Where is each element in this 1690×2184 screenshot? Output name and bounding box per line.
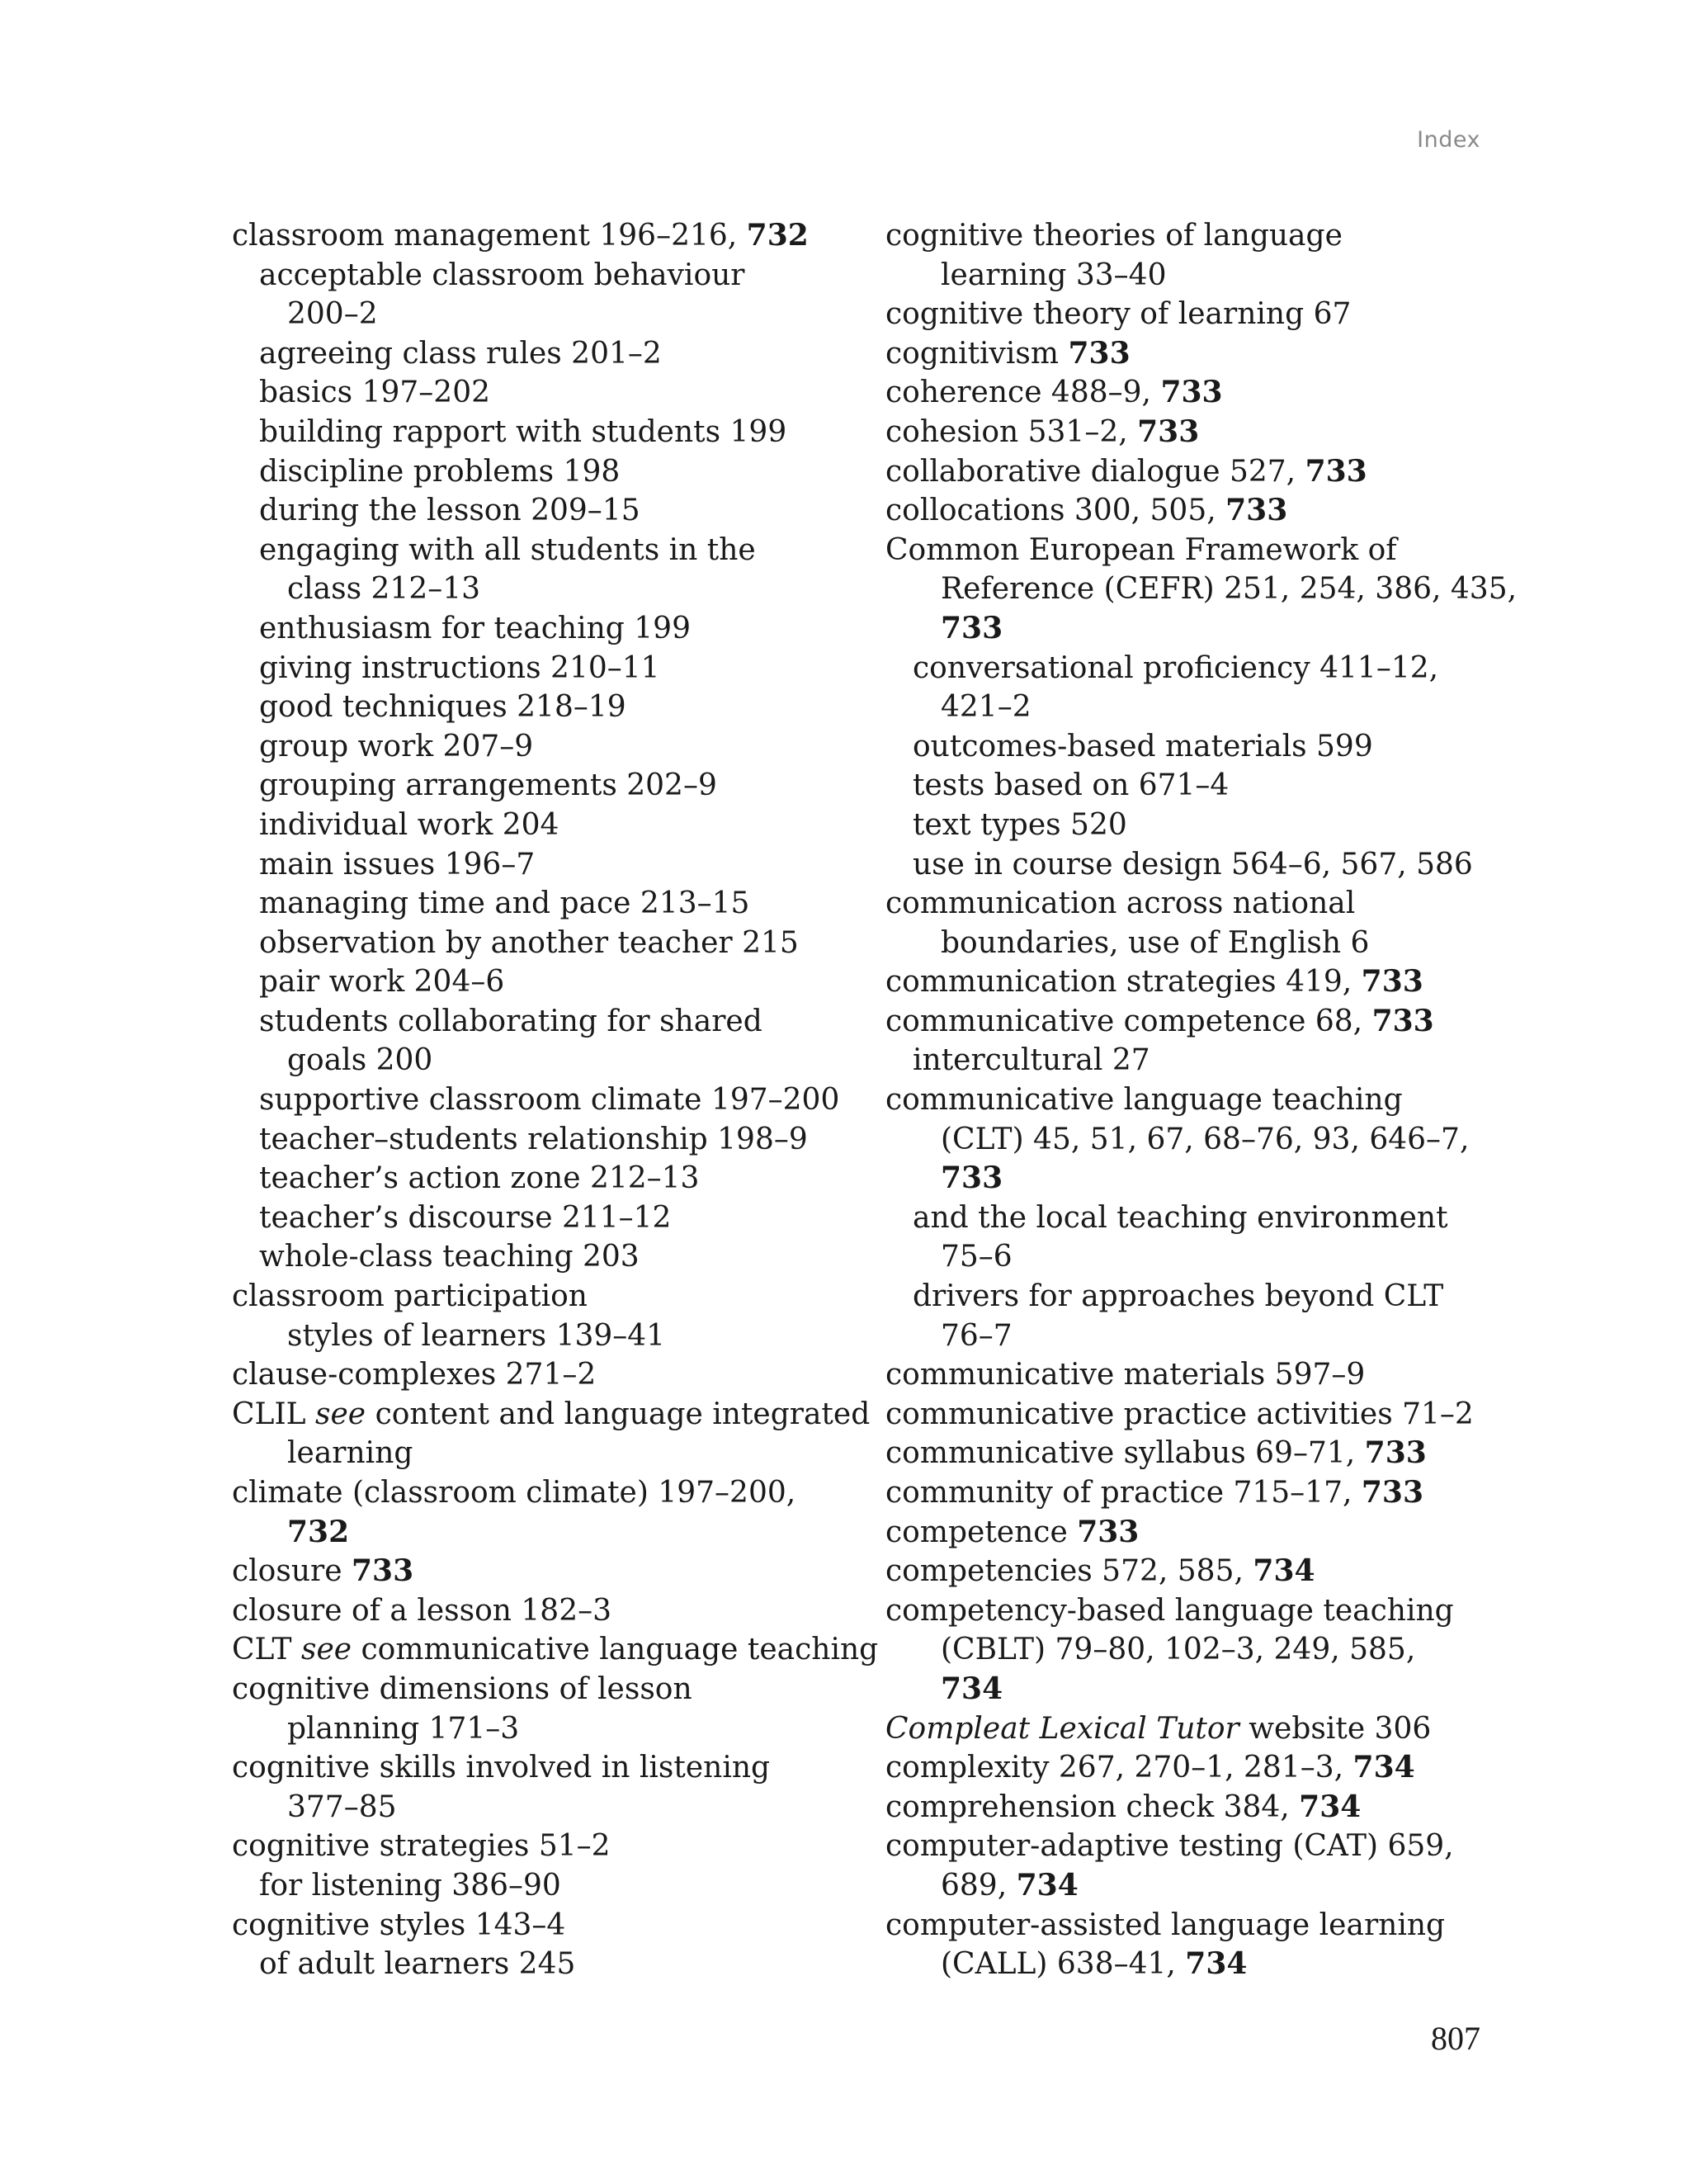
index-line [232, 1277, 859, 1317]
index-text: CLT [232, 1633, 301, 1667]
index-text-after: content and language integrated [366, 1397, 871, 1431]
index-text: cognitivism [885, 336, 1069, 371]
index-text: CLIL [232, 1397, 316, 1431]
index-line [232, 688, 859, 727]
index-text: cognitive skills involved in listening [232, 1751, 771, 1785]
index-text: class 212–13 [287, 572, 481, 607]
index-line [232, 1159, 859, 1198]
index-line [885, 1080, 1513, 1120]
index-text: discipline problems 198 [259, 454, 621, 489]
index-line [885, 1906, 1513, 1945]
index-text: community of practice 715–17, [885, 1476, 1362, 1510]
index-text: collocations 300, 505, [885, 494, 1226, 528]
index-text: agreeing class rules 201–2 [259, 336, 662, 371]
index-line [232, 845, 859, 885]
index-line [232, 491, 859, 531]
index-text: students collaborating for shared [259, 1004, 762, 1038]
index-page-bold: 734 [1352, 1750, 1415, 1785]
index-line [232, 924, 859, 963]
index-text: communicative materials 597–9 [885, 1358, 1366, 1392]
index-line [885, 924, 1513, 963]
index-text: competencies 572, 585, [885, 1554, 1253, 1589]
index-text: teacher–students relationship 198–9 [259, 1122, 808, 1156]
index-line [885, 1552, 1513, 1591]
index-page-bold: 733 [1225, 493, 1288, 528]
index-column-right [885, 216, 1518, 1984]
running-head: Index [1417, 127, 1480, 153]
index-line [885, 1277, 1513, 1317]
index-line [885, 1670, 1513, 1709]
index-text: cognitive dimensions of lesson [232, 1671, 692, 1706]
index-text: complexity 267, 270–1, 281–3, [885, 1751, 1353, 1785]
index-text: cognitive theory of learning 67 [885, 297, 1352, 332]
index-line [885, 649, 1513, 688]
index-italic: see [315, 1397, 366, 1431]
index-line [232, 1041, 859, 1080]
index-line [232, 766, 859, 806]
index-page-bold: 733 [1361, 1475, 1424, 1510]
index-line [885, 491, 1513, 531]
index-line [232, 1827, 859, 1866]
index-line [885, 1120, 1513, 1160]
index-text: communicative language teaching [885, 1083, 1403, 1118]
index-text: communicative competence 68, [885, 1004, 1372, 1038]
index-line [232, 649, 859, 688]
index-text: for listening 386–90 [259, 1868, 561, 1903]
index-line [232, 884, 859, 924]
index-text: cohesion 531–2, [885, 414, 1138, 449]
index-page-bold: 734 [1016, 1867, 1079, 1903]
index-page-bold: 734 [1299, 1789, 1362, 1824]
index-line [232, 609, 859, 649]
index-text: computer-assisted language learning [885, 1907, 1446, 1942]
index-line [885, 727, 1513, 767]
index-line [232, 1002, 859, 1042]
index-text: 75–6 [941, 1240, 1013, 1274]
index-line [232, 531, 859, 570]
index-text: tests based on 671–4 [913, 768, 1230, 803]
index-text: conversational proficiency 411–12, [913, 650, 1439, 685]
index-text: individual work 204 [259, 807, 559, 842]
index-text: computer-adaptive testing (CAT) 659, [885, 1829, 1454, 1864]
index-line [885, 531, 1513, 570]
index-text: competency-based language teaching [885, 1593, 1454, 1628]
index-text: building rapport with students 199 [259, 414, 787, 449]
index-line [885, 1159, 1513, 1198]
index-line [885, 1002, 1513, 1042]
index-line [885, 1866, 1513, 1906]
index-text: learning 33–40 [941, 258, 1167, 292]
index-text: communication strategies 419, [885, 965, 1362, 1000]
index-line [885, 413, 1513, 452]
index-text: teacher’s action zone 212–13 [259, 1161, 700, 1196]
index-text: managing time and pace 213–15 [259, 886, 750, 921]
index-line [232, 570, 859, 609]
index-line [885, 452, 1513, 492]
index-text: grouping arrangements 202–9 [259, 768, 717, 803]
index-text: cognitive styles 143–4 [232, 1907, 566, 1942]
index-line [232, 295, 859, 334]
index-line [232, 1473, 859, 1513]
index-text: during the lesson 209–15 [259, 494, 640, 528]
index-text: clause-complexes 271–2 [232, 1358, 597, 1392]
index-text: basics 197–202 [259, 376, 491, 410]
index-text: drivers for approaches beyond CLT [913, 1279, 1444, 1314]
index-line [232, 806, 859, 845]
index-text: enthusiasm for teaching 199 [259, 611, 691, 645]
index-page-bold: 734 [941, 1671, 1003, 1706]
index-line [232, 1237, 859, 1277]
index-italic: see [300, 1633, 352, 1667]
index-line [885, 1198, 1513, 1238]
index-line [885, 1709, 1513, 1749]
index-page-bold: 733 [1305, 453, 1367, 489]
index-line [232, 1591, 859, 1631]
index-text-after: website 306 [1239, 1711, 1432, 1746]
index-page-bold: 733 [941, 1161, 1003, 1196]
index-text: main issues 196–7 [259, 847, 536, 882]
index-line [232, 1788, 859, 1827]
index-text: pair work 204–6 [259, 965, 505, 1000]
index-line [885, 766, 1513, 806]
index-page-bold: 733 [941, 610, 1003, 645]
page-number: 807 [1431, 2020, 1480, 2057]
index-page-bold: 733 [1077, 1514, 1140, 1549]
index-page-bold: 733 [1137, 414, 1200, 449]
index-line [232, 1748, 859, 1788]
index-line [885, 884, 1513, 924]
index-text: learning [287, 1436, 413, 1471]
index-text: (CBLT) 79–80, 102–3, 249, 585, [941, 1633, 1416, 1667]
index-line [232, 334, 859, 374]
index-line [232, 413, 859, 452]
index-line [232, 1709, 859, 1749]
index-line [885, 1827, 1513, 1866]
index-italic: Compleat Lexical Tutor [885, 1711, 1239, 1746]
index-line [885, 1395, 1513, 1435]
index-line [885, 1041, 1513, 1080]
index-line [232, 1866, 859, 1906]
index-line [232, 1552, 859, 1591]
index-line [232, 1120, 859, 1160]
index-line [232, 452, 859, 492]
index-text: text types 520 [913, 807, 1127, 842]
index-line [232, 1945, 859, 1984]
index-text: styles of learners 139–41 [287, 1318, 666, 1353]
index-line [232, 1513, 859, 1553]
index-page-bold: 734 [1185, 1946, 1248, 1982]
index-line [232, 1906, 859, 1945]
index-line [885, 806, 1513, 845]
index-line [885, 1788, 1513, 1827]
index-line [885, 1591, 1513, 1631]
index-line [885, 1355, 1513, 1395]
index-text: outcomes-based materials 599 [913, 729, 1373, 763]
index-column-left [232, 216, 879, 1984]
index-line [232, 1434, 859, 1473]
index-text-after: communicative language teaching [352, 1633, 879, 1667]
index-line [232, 256, 859, 295]
index-text: Common European Framework of [885, 532, 1397, 567]
index-line [885, 334, 1513, 374]
index-text: 200–2 [287, 297, 378, 332]
index-line [885, 373, 1513, 413]
index-text: classroom management 196–216, [232, 219, 747, 253]
index-text: engaging with all students in the [259, 532, 756, 567]
index-line [885, 1317, 1513, 1356]
index-line [885, 1630, 1513, 1670]
index-line [885, 1434, 1513, 1473]
index-text: coherence 488–9, [885, 376, 1161, 410]
index-line [885, 609, 1513, 649]
index-page-bold: 733 [351, 1553, 414, 1589]
index-text: and the local teaching environment [913, 1200, 1448, 1235]
index-text: 689, [941, 1868, 1017, 1903]
index-text: communication across national [885, 886, 1356, 921]
index-text: (CLT) 45, 51, 67, 68–76, 93, 646–7, [941, 1122, 1470, 1156]
index-text: good techniques 218–19 [259, 690, 626, 725]
index-text: cognitive strategies 51–2 [232, 1829, 611, 1864]
index-page-bold: 732 [746, 218, 809, 253]
index-text: intercultural 27 [913, 1043, 1150, 1078]
index-line [885, 962, 1513, 1002]
index-line [232, 216, 859, 256]
index-line [232, 727, 859, 767]
index-text: acceptable classroom behaviour [259, 258, 745, 292]
index-line [885, 295, 1513, 334]
index-text: use in course design 564–6, 567, 586 [913, 847, 1473, 882]
index-text: comprehension check 384, [885, 1789, 1300, 1824]
index-line [232, 1355, 859, 1395]
index-page-bold: 733 [1068, 335, 1131, 371]
index-text: 377–85 [287, 1789, 397, 1824]
index-line [885, 1945, 1513, 1984]
index-page-bold: 733 [1160, 375, 1223, 410]
index-text: competence [885, 1515, 1078, 1549]
index-line [885, 570, 1518, 609]
index-text: closure of a lesson 182–3 [232, 1593, 612, 1628]
index-line [232, 373, 859, 413]
index-line [885, 1748, 1513, 1788]
index-text: supportive classroom climate 197–200 [259, 1083, 840, 1118]
index-text: teacher’s discourse 211–12 [259, 1200, 672, 1235]
index-text: climate (classroom climate) 197–200, [232, 1476, 796, 1510]
index-line [232, 1670, 859, 1709]
index-text: cognitive theories of language [885, 219, 1343, 253]
index-page-bold: 733 [1364, 1435, 1427, 1471]
index-line [232, 1317, 859, 1356]
index-page-bold: 732 [287, 1514, 350, 1549]
index-line [232, 1198, 859, 1238]
index-text: communicative practice activities 71–2 [885, 1397, 1474, 1431]
index-text: 76–7 [941, 1318, 1013, 1353]
index-text: whole-class teaching 203 [259, 1240, 640, 1274]
index-line [885, 1473, 1513, 1513]
index-line [232, 1080, 859, 1120]
index-text: of adult learners 245 [259, 1947, 576, 1982]
index-text: 421–2 [941, 690, 1031, 725]
index-text: Reference (CEFR) 251, 254, 386, 435, [941, 572, 1518, 607]
index-line [885, 256, 1513, 295]
index-text: collaborative dialogue 527, [885, 454, 1305, 489]
index-line [232, 1630, 879, 1670]
index-text: communicative syllabus 69–71, [885, 1436, 1365, 1471]
index-page-bold: 733 [1361, 964, 1423, 1000]
index-line [885, 216, 1513, 256]
index-text: boundaries, use of English 6 [941, 925, 1370, 960]
index-text: group work 207–9 [259, 729, 534, 763]
index-line [232, 1395, 871, 1435]
index-text: planning 171–3 [287, 1711, 520, 1746]
index-text: (CALL) 638–41, [941, 1947, 1186, 1982]
index-text: goals 200 [287, 1043, 433, 1078]
index-line [885, 845, 1513, 885]
index-page-bold: 734 [1253, 1553, 1315, 1589]
index-text: giving instructions 210–11 [259, 650, 660, 685]
index-line [885, 1513, 1513, 1553]
index-line [885, 688, 1513, 727]
index-line [885, 1237, 1513, 1277]
index-text: closure [232, 1554, 352, 1589]
index-text: observation by another teacher 215 [259, 925, 799, 960]
index-text: classroom participation [232, 1279, 588, 1314]
index-line [232, 962, 859, 1002]
index-page-bold: 733 [1371, 1003, 1434, 1038]
